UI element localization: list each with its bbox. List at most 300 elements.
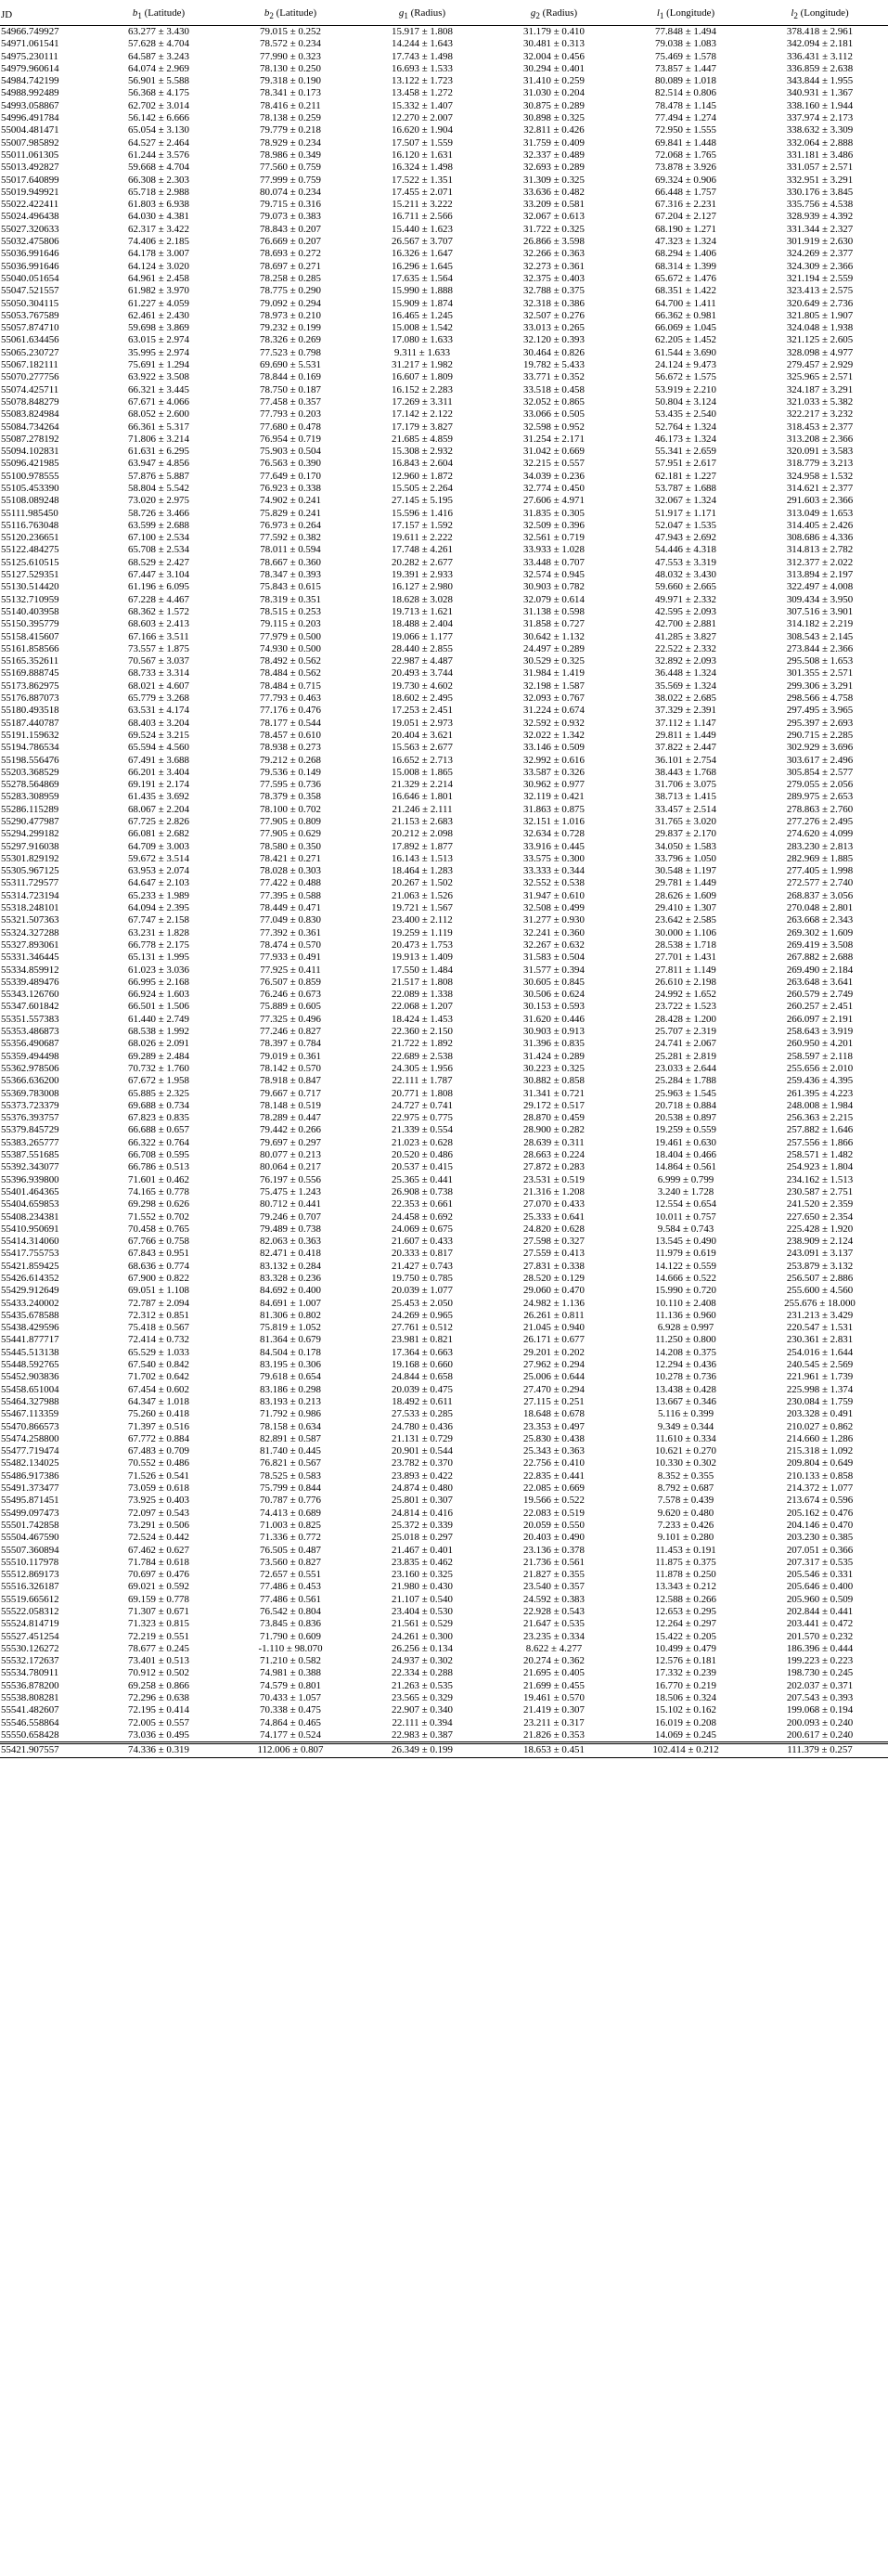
table-cell: 24.458 ± 0.692 [392, 1210, 453, 1223]
table-cell: 9.620 ± 0.480 [657, 1507, 714, 1519]
table-cell: 77.999 ± 0.759 [260, 174, 321, 186]
table-cell: 67.540 ± 0.842 [128, 1359, 189, 1371]
table-cell: 30.962 ± 0.977 [523, 779, 585, 791]
table-cell: 34.039 ± 0.236 [523, 470, 585, 482]
table-cell: 214.372 ± 1.077 [786, 1482, 854, 1495]
table-cell: 6.999 ± 0.799 [657, 1173, 714, 1185]
table-cell: 15.422 ± 0.205 [655, 1630, 716, 1642]
table-cell: 70.552 ± 0.486 [128, 1457, 189, 1469]
table-cell: 25.343 ± 0.363 [523, 1445, 585, 1457]
table-cell: 65.672 ± 1.476 [655, 272, 716, 284]
table-cell: 23.353 ± 0.497 [523, 1420, 585, 1432]
table-cell: 55351.557383 [1, 1013, 59, 1025]
table-cell: 78.011 ± 0.594 [260, 544, 321, 556]
table-cell: 55305.967125 [1, 865, 59, 877]
table-cell: 67.671 ± 4.066 [128, 395, 189, 408]
table-cell: 66.448 ± 1.757 [655, 186, 716, 198]
table-row [0, 51, 888, 63]
table-row [0, 1051, 888, 1063]
table-cell: 31.341 ± 0.721 [523, 1087, 585, 1099]
table-cell: 79.442 ± 0.266 [260, 1124, 321, 1136]
table-cell: 42.595 ± 2.093 [655, 605, 716, 617]
table-cell: 76.669 ± 0.207 [260, 236, 321, 248]
table-cell: 31.277 ± 0.930 [523, 914, 585, 926]
table-cell: 19.461 ± 0.570 [523, 1692, 585, 1704]
table-cell: 338.632 ± 3.309 [786, 124, 854, 136]
table-row [0, 1495, 888, 1507]
table-cell: 55383.265777 [1, 1136, 59, 1148]
table-cell: 207.543 ± 0.393 [786, 1692, 854, 1704]
table-cell: 78.572 ± 0.234 [260, 38, 321, 50]
table-cell: 65.708 ± 2.534 [128, 544, 189, 556]
table-cell: 55105.453390 [1, 482, 59, 494]
table-cell: 32.811 ± 0.426 [523, 124, 585, 136]
table-cell: 77.049 ± 0.830 [260, 914, 321, 926]
table-row [0, 1520, 888, 1532]
table-cell: 102.414 ± 0.212 [620, 1743, 752, 1757]
table-cell: 20.520 ± 0.486 [392, 1149, 453, 1161]
table-cell: 328.939 ± 4.392 [786, 211, 854, 223]
table-cell: 313.894 ± 2.197 [786, 569, 854, 581]
table-cell: 261.395 ± 4.223 [786, 1087, 854, 1099]
table-cell: 16.127 ± 2.980 [392, 581, 453, 593]
table-cell: 24.261 ± 0.300 [392, 1630, 453, 1642]
table-cell: 69.191 ± 2.174 [128, 779, 189, 791]
table-cell: 15.008 ± 1.542 [392, 322, 453, 334]
table-cell: 10.011 ± 0.757 [655, 1210, 716, 1223]
table-cell: 67.316 ± 2.231 [655, 199, 716, 211]
table-cell: 259.436 ± 4.395 [786, 1075, 854, 1087]
table-row [0, 100, 888, 112]
table-cell: 31.947 ± 0.610 [523, 889, 585, 901]
table-row [0, 1322, 888, 1334]
table-cell: 78.319 ± 0.351 [260, 593, 321, 605]
table-cell: 55127.529351 [1, 569, 59, 581]
table-cell: 11.136 ± 0.960 [655, 1309, 716, 1321]
table-row [0, 495, 888, 507]
table-row [0, 1631, 888, 1643]
table-cell: 209.804 ± 0.649 [786, 1457, 854, 1469]
table-cell: 337.974 ± 2.173 [786, 112, 854, 124]
table-cell: 80.077 ± 0.213 [260, 1149, 321, 1161]
table-body [0, 26, 888, 1758]
table-cell: 57.876 ± 5.887 [128, 470, 189, 482]
table-cell: 72.005 ± 0.557 [128, 1716, 189, 1728]
table-cell: 26.349 ± 0.199 [356, 1743, 488, 1757]
table-cell: 63.231 ± 1.828 [128, 926, 189, 938]
table-cell: 32.079 ± 0.614 [523, 593, 585, 605]
table-cell: 8.792 ± 0.687 [657, 1482, 714, 1495]
table-cell: 79.536 ± 0.149 [260, 766, 321, 778]
table-cell: 254.016 ± 1.644 [786, 1346, 854, 1358]
table-cell: 54996.491784 [1, 112, 59, 124]
table-cell: 21.045 ± 0.940 [523, 1322, 585, 1334]
table-cell: 69.524 ± 3.215 [128, 729, 189, 741]
table-cell: 18.404 ± 0.466 [655, 1149, 716, 1161]
table-cell: 215.318 ± 1.092 [786, 1445, 854, 1457]
table-cell: 26.610 ± 2.198 [655, 976, 716, 988]
table-cell: 74.336 ± 0.319 [93, 1743, 225, 1757]
table-cell: 24.992 ± 1.652 [655, 989, 716, 1001]
table-cell: 23.136 ± 0.378 [523, 1544, 585, 1556]
table-cell: 62.461 ± 2.430 [128, 309, 189, 321]
table-cell: 55314.723194 [1, 889, 59, 901]
table-cell: 57.951 ± 2.617 [655, 458, 716, 470]
table-cell: 18.488 ± 2.404 [392, 618, 453, 630]
table-cell: 65.054 ± 3.130 [128, 124, 189, 136]
column-subscript: 2 [269, 11, 274, 21]
table-cell: 63.947 ± 4.856 [128, 458, 189, 470]
table-cell: 32.067 ± 0.613 [523, 211, 585, 223]
table-cell: 78.457 ± 0.610 [260, 729, 321, 741]
table-cell: 36.101 ± 2.754 [655, 754, 716, 766]
table-cell: 77.595 ± 0.736 [260, 779, 321, 791]
table-cell: 30.882 ± 0.858 [523, 1075, 585, 1087]
table-cell: 55359.494498 [1, 1050, 59, 1062]
table-cell: 55524.814719 [1, 1618, 59, 1630]
table-cell: 78.484 ± 0.562 [260, 667, 321, 680]
table-cell: 55421.907557 [0, 1743, 93, 1757]
table-cell: 32.634 ± 0.728 [523, 828, 585, 840]
table-cell: 16.607 ± 1.809 [392, 371, 453, 383]
table-cell: 55011.061305 [1, 149, 59, 161]
table-cell: 24.305 ± 1.956 [392, 1062, 453, 1074]
table-cell: 20.039 ± 1.077 [392, 1285, 453, 1297]
table-cell: 78.938 ± 0.273 [260, 742, 321, 754]
table-cell: 55334.859912 [1, 964, 59, 976]
table-row [0, 149, 888, 162]
table-cell: 19.611 ± 2.222 [392, 532, 453, 544]
table-cell: 22.928 ± 0.543 [523, 1606, 585, 1617]
table-row [0, 87, 888, 99]
table-cell: 254.923 ± 1.804 [786, 1161, 854, 1173]
table-row [0, 1433, 888, 1445]
table-cell: 20.274 ± 0.362 [523, 1655, 585, 1667]
table-cell: 55083.824984 [1, 408, 59, 421]
table-row [0, 718, 888, 730]
table-cell: 33.146 ± 0.509 [523, 742, 585, 754]
table-cell: 23.565 ± 0.329 [392, 1692, 453, 1704]
table-cell: 59.672 ± 3.514 [128, 852, 189, 864]
table-cell: 332.064 ± 2.888 [786, 136, 854, 149]
table-cell: 55094.102831 [1, 446, 59, 458]
table-cell: 71.210 ± 0.582 [260, 1655, 321, 1667]
table-cell: 55067.182111 [1, 359, 58, 371]
table-cell: 12.554 ± 0.654 [655, 1198, 716, 1210]
table-cell: 19.750 ± 0.785 [392, 1272, 453, 1284]
table-cell: 66.361 ± 5.317 [128, 421, 189, 433]
table-cell: 55441.877717 [1, 1334, 59, 1346]
table-cell: 58.726 ± 3.466 [128, 507, 189, 519]
table-cell: 290.715 ± 2.285 [786, 729, 854, 741]
table-row [0, 791, 888, 803]
table-row [0, 310, 888, 322]
table-cell: 21.467 ± 0.401 [392, 1544, 453, 1556]
table-cell: 19.913 ± 1.409 [392, 951, 453, 964]
table-cell: 314.621 ± 2.377 [786, 482, 854, 494]
table-cell: 55125.610515 [1, 556, 59, 568]
table-row [0, 927, 888, 939]
table-cell: 29.781 ± 1.449 [655, 877, 716, 889]
table-cell: 25.372 ± 0.339 [392, 1519, 453, 1531]
table-cell: 76.542 ± 0.804 [260, 1606, 321, 1617]
table-cell: 15.596 ± 1.416 [392, 507, 453, 519]
table-cell: 202.844 ± 0.441 [786, 1606, 854, 1617]
table-cell: 307.516 ± 3.901 [786, 605, 854, 617]
table-cell: 57.628 ± 4.704 [128, 38, 189, 50]
table-cell: 22.522 ± 2.332 [655, 642, 716, 654]
table-cell: 33.457 ± 2.514 [655, 803, 716, 815]
table-cell: 19.391 ± 2.933 [392, 569, 453, 581]
table-cell: 21.063 ± 1.526 [392, 889, 453, 901]
column-header [0, 4, 93, 26]
table-cell: 78.844 ± 0.169 [260, 371, 321, 383]
table-cell: 21.607 ± 0.433 [392, 1236, 453, 1248]
table-cell: 22.756 ± 0.410 [523, 1457, 585, 1469]
table-cell: 52.047 ± 1.535 [655, 519, 716, 531]
table-cell: 23.531 ± 0.519 [523, 1173, 585, 1185]
table-cell: 17.748 ± 4.261 [392, 544, 453, 556]
table-row [0, 26, 888, 39]
table-cell: 9.584 ± 0.743 [657, 1223, 714, 1235]
table-cell: 27.598 ± 0.327 [523, 1236, 585, 1248]
table-cell: 78.158 ± 0.634 [260, 1420, 321, 1432]
table-cell: 9.311 ± 1.633 [393, 346, 451, 358]
table-cell: 22.835 ± 0.441 [523, 1469, 585, 1482]
table-row [0, 816, 888, 828]
table-cell: 10.330 ± 0.302 [655, 1457, 716, 1469]
table-cell: 27.470 ± 0.294 [523, 1383, 585, 1395]
table-cell: 186.396 ± 0.444 [786, 1642, 854, 1654]
table-cell: 55534.780911 [1, 1667, 59, 1679]
table-cell: 79.697 ± 0.297 [260, 1136, 321, 1148]
table-cell: 15.505 ± 2.264 [392, 482, 453, 494]
table-cell: 18.424 ± 1.453 [392, 1013, 453, 1025]
table-row [0, 236, 888, 248]
table-cell: 55491.373477 [1, 1482, 59, 1495]
table-cell: 15.917 ± 1.808 [392, 26, 453, 37]
table-cell: 25.006 ± 0.644 [523, 1371, 585, 1383]
table-row [0, 298, 888, 310]
table-cell: 20.267 ± 1.502 [392, 877, 453, 889]
table-cell: 79.715 ± 0.316 [260, 199, 321, 211]
table-cell: 31.254 ± 2.171 [523, 433, 585, 445]
table-cell: 62.317 ± 3.422 [128, 223, 189, 235]
table-cell: 55286.115289 [1, 803, 59, 815]
table-cell: 291.603 ± 2.366 [786, 495, 854, 507]
table-cell: 78.697 ± 0.271 [260, 260, 321, 272]
table-cell: 241.520 ± 2.359 [786, 1198, 854, 1210]
table-cell: 77.592 ± 0.382 [260, 532, 321, 544]
table-cell: 78.986 ± 0.349 [260, 149, 321, 161]
table-cell: 72.219 ± 0.551 [128, 1630, 189, 1642]
table-cell: 77.933 ± 0.491 [260, 951, 321, 964]
table-cell: 338.160 ± 1.944 [786, 99, 854, 111]
table-cell: 301.919 ± 2.630 [786, 236, 854, 248]
table-cell: 78.693 ± 0.272 [260, 248, 321, 260]
table-cell: 74.177 ± 0.524 [260, 1728, 321, 1741]
table-cell: 76.973 ± 0.264 [260, 519, 321, 531]
table-cell: 277.405 ± 1.998 [786, 865, 854, 877]
table-row [0, 248, 888, 260]
table-cell: 16.324 ± 1.498 [392, 162, 453, 174]
table-cell: 25.830 ± 0.438 [523, 1432, 585, 1444]
table-cell: 277.276 ± 2.495 [786, 816, 854, 827]
table-cell: 31.410 ± 0.259 [523, 75, 585, 87]
table-cell: 79.232 ± 0.199 [260, 322, 321, 334]
table-cell: 31.396 ± 0.835 [523, 1038, 585, 1050]
table-cell: 23.211 ± 0.317 [523, 1716, 585, 1728]
table-cell: 66.688 ± 0.657 [128, 1124, 189, 1136]
table-cell: 32.337 ± 0.489 [523, 149, 585, 161]
table-row [0, 1581, 888, 1593]
table-cell: 77.395 ± 0.588 [260, 889, 321, 901]
table-cell: 32.067 ± 1.324 [655, 495, 716, 507]
table-row [0, 569, 888, 581]
table-cell: 210.133 ± 0.858 [786, 1469, 854, 1482]
table-cell: 32.266 ± 0.363 [523, 248, 585, 260]
table-cell: 78.258 ± 0.285 [260, 272, 321, 284]
table-cell: 22.987 ± 4.487 [392, 655, 453, 667]
table-cell: 32.509 ± 0.396 [523, 519, 585, 531]
table-cell: 30.153 ± 0.593 [523, 1001, 585, 1013]
table-cell: 63.277 ± 3.430 [128, 26, 189, 37]
table-cell: 55435.678588 [1, 1309, 59, 1321]
table-row [0, 618, 888, 630]
table-cell: 336.431 ± 3.112 [787, 50, 853, 62]
table-cell: 78.492 ± 0.562 [260, 655, 321, 667]
table-cell: 17.507 ± 1.559 [392, 136, 453, 149]
table-cell: 9.349 ± 0.344 [657, 1420, 714, 1432]
table-row [0, 1408, 888, 1420]
table-cell: 21.736 ± 0.561 [523, 1556, 585, 1568]
table-row [0, 964, 888, 977]
table-cell: 308.686 ± 4.336 [786, 532, 854, 544]
table-row [0, 877, 888, 889]
table-cell: 65.718 ± 2.988 [128, 186, 189, 198]
table-row [0, 137, 888, 149]
table-cell: 25.453 ± 2.050 [392, 1297, 453, 1309]
table-cell: 55366.636200 [1, 1075, 59, 1087]
table-cell: 305.854 ± 2.577 [786, 766, 854, 778]
table-cell: 31.030 ± 0.204 [523, 87, 585, 99]
table-cell: 77.990 ± 0.323 [260, 50, 321, 62]
table-cell: 20.537 ± 0.415 [392, 1161, 453, 1173]
table-cell: 243.091 ± 3.137 [786, 1248, 854, 1260]
table-cell: 80.074 ± 0.234 [260, 186, 321, 198]
table-cell: 19.259 ± 0.559 [655, 1124, 716, 1136]
table-cell: 16.652 ± 2.713 [392, 754, 453, 766]
table-row [0, 347, 888, 359]
table-cell: 20.493 ± 3.744 [392, 667, 453, 680]
table-cell: 322.217 ± 3.232 [786, 408, 854, 421]
table-cell: 15.990 ± 1.888 [392, 285, 453, 297]
table-cell: 70.458 ± 0.765 [128, 1223, 189, 1235]
table-cell: 42.700 ± 2.881 [655, 618, 716, 630]
table-cell: 30.464 ± 0.826 [523, 346, 585, 358]
table-cell: 82.514 ± 0.806 [655, 87, 716, 99]
table-cell: 27.962 ± 0.294 [523, 1359, 585, 1371]
column-header [356, 4, 488, 26]
table-cell: 73.857 ± 1.447 [655, 62, 716, 74]
table-cell: 24.814 ± 0.416 [392, 1507, 453, 1519]
table-cell: 32.273 ± 0.361 [523, 260, 585, 272]
table-cell: 66.081 ± 2.682 [128, 828, 189, 840]
table-cell: 49.971 ± 2.332 [655, 593, 716, 605]
table-cell: 31.309 ± 0.325 [523, 174, 585, 186]
table-cell: 12.264 ± 0.297 [655, 1618, 716, 1630]
table-cell: 32.215 ± 0.557 [523, 458, 585, 470]
table-cell: 68.636 ± 0.774 [128, 1260, 189, 1272]
table-cell: 342.094 ± 2.181 [786, 38, 854, 50]
table-row [0, 951, 888, 964]
table-cell: 20.901 ± 0.544 [392, 1445, 453, 1457]
table-cell: 35.569 ± 1.324 [655, 680, 716, 692]
table-cell: 55510.117978 [1, 1556, 59, 1568]
table-cell: 59.660 ± 2.665 [655, 581, 716, 593]
table-cell: 17.142 ± 2.122 [392, 408, 453, 421]
table-cell: 67.483 ± 0.709 [128, 1445, 189, 1457]
table-row [0, 1704, 888, 1716]
table-cell: 47.943 ± 2.692 [655, 532, 716, 544]
table-cell: 66.322 ± 0.764 [128, 1136, 189, 1148]
table-cell: 17.269 ± 3.311 [392, 395, 453, 408]
table-cell: 15.211 ± 3.222 [392, 199, 453, 211]
table-cell: 69.258 ± 0.866 [128, 1679, 189, 1691]
table-cell: 55161.858566 [1, 642, 59, 654]
table-cell: 77.486 ± 0.453 [260, 1581, 321, 1593]
table-cell: 199.223 ± 0.223 [786, 1655, 854, 1667]
table-header-row [0, 4, 888, 26]
table-cell: 67.100 ± 2.534 [128, 532, 189, 544]
table-cell: 25.365 ± 0.441 [392, 1173, 453, 1185]
table-cell: 25.018 ± 0.297 [392, 1532, 453, 1544]
table-cell: 16.326 ± 1.647 [392, 248, 453, 260]
table-cell: 76.505 ± 0.487 [260, 1544, 321, 1556]
table-cell: 32.052 ± 0.865 [523, 395, 585, 408]
table-cell: 31.424 ± 0.289 [523, 1050, 585, 1062]
table-cell: 27.872 ± 0.283 [523, 1161, 585, 1173]
table-row [0, 1174, 888, 1186]
table-cell: 72.195 ± 0.414 [128, 1704, 189, 1716]
table-cell: 295.397 ± 2.693 [786, 717, 854, 729]
table-cell: 22.907 ± 0.340 [392, 1704, 453, 1716]
table-cell: 30.000 ± 1.106 [655, 926, 716, 938]
table-cell: 55401.464365 [1, 1185, 59, 1197]
table-cell: 25.281 ± 2.819 [655, 1050, 716, 1062]
table-cell: 55278.564869 [1, 779, 59, 791]
table-cell: 75.843 ± 0.615 [260, 581, 321, 593]
table-cell: 84.504 ± 0.178 [260, 1346, 321, 1358]
table-cell: 312.377 ± 2.022 [786, 556, 854, 568]
table-cell: 207.051 ± 0.366 [786, 1544, 854, 1556]
table-cell: 28.900 ± 0.282 [523, 1124, 585, 1136]
table-cell: 36.448 ± 1.324 [655, 667, 716, 680]
table-cell: 27.070 ± 0.433 [523, 1198, 585, 1210]
table-cell: 68.021 ± 4.607 [128, 680, 189, 692]
table-row [0, 767, 888, 779]
table-cell: 55417.755753 [1, 1248, 59, 1260]
table-row [0, 989, 888, 1001]
table-cell: 33.916 ± 0.445 [523, 840, 585, 852]
table-row [0, 755, 888, 767]
table-cell: 22.983 ± 0.387 [392, 1728, 453, 1741]
table-cell: 31.217 ± 1.982 [392, 359, 453, 371]
table-cell: 14.666 ± 0.522 [655, 1272, 716, 1284]
table-cell: 82.063 ± 0.363 [260, 1236, 321, 1248]
table-row [0, 581, 888, 593]
table-cell: 55.341 ± 2.659 [655, 446, 716, 458]
